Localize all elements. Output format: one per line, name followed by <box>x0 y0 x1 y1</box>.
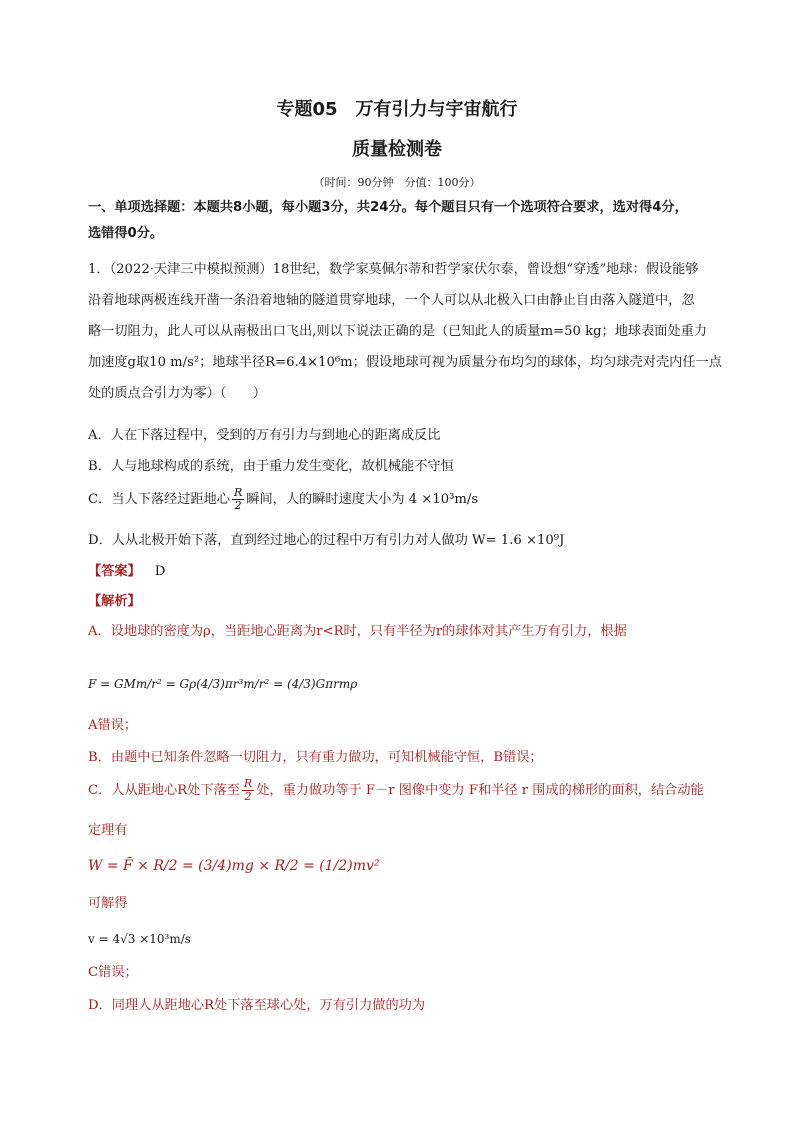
question-1-line5: 处的质点合引力为零）（ ） <box>88 386 267 401</box>
time-info: （时间：90分钟 分值：100分） <box>313 176 481 189</box>
analysis-a-text: A．设地球的密度为ρ，当距地心距离为r<R时，只有半径为r的球体对其产生万有引力，根据 <box>88 624 627 639</box>
formula-c: W = F̄ × R/2 = (3/4)mg × R/2 = (1/2)mv² <box>88 858 380 874</box>
question-1-line4: 加速度g取10 m/s²；地球半径R=6.4×10⁶m；假设地球可视为质量分布均匀的球体，均匀球壳对壳内任一点 <box>88 355 722 370</box>
option-c: C．当人下落经过距地心 $\frac{R}{2}$ 瞬间，人的瞬时速度大小为 4 ×10³m/s <box>88 486 479 512</box>
analysis-d-text: D．同理人从距地心R处下落至球心处，万有引力做的功为 <box>88 998 426 1013</box>
analysis-b-text: B．由题中已知条件忽略一切阻力，只有重力做功，可知机械能守恒，B错误； <box>88 750 543 765</box>
document-subtitle: 质量检测卷 <box>352 139 442 160</box>
option-d: D．人从北极开始下落，直到经过地心的过程中万有引力对人做功 W= 1.6 ×10⁹J <box>88 533 565 548</box>
section-heading-line1: 一、单项选择题：本题共8小题，每小题3分，共24分。每个题目只有一个选项符合要求，选对得4分， <box>88 200 688 215</box>
option-b: B．人与地球构成的系统，由于重力发生变化，故机械能不守恒 <box>88 459 454 474</box>
question-1-line1: 1．（2022·天津三中模拟预测）18世纪，数学家莫佩尔蒂和哲学家伏尔泰，曾设想“穿透”地球：假设能够 <box>88 262 699 277</box>
formula-v: v = 4√3 ×10³m/s <box>88 932 191 946</box>
formula-a: F = GMm/r² = Gρ(4/3)πr³m/r² = (4/3)Gπrmρ <box>88 677 358 691</box>
answer-row <box>88 564 165 580</box>
section-heading-line2: 选错得0分。 <box>88 226 164 241</box>
document-title: 专题05 万有引力与宇宙航行 <box>276 99 518 120</box>
analysis-c-line3: 可解得 <box>88 896 128 911</box>
analysis-label: 【解析】 <box>88 594 141 609</box>
answer-label: 【答案】 <box>88 564 141 579</box>
analysis-a-wrong: A错误； <box>88 718 138 733</box>
option-a: A．人在下落过程中，受到的万有引力与到地心的距离成反比 <box>88 428 441 443</box>
question-1-line2: 沿着地球两极连线开凿一条沿着地轴的隧道贯穿地球，一个人可以从北极入口由静止自由落入隧道中，忽 <box>88 293 695 308</box>
answer-value: D <box>154 564 166 579</box>
analysis-c-line1: C．人从距地心R处下落至 $\frac{R}{2}$ 处，重力做功等于 F－r 图像中变力 F和半径 r 围成的梯形的面积，结合动能 <box>88 777 704 803</box>
question-1-line3: 略一切阻力，此人可以从南极出口飞出,则以下说法正确的是（已知此人的质量m=50 kg；地球表面处重力 <box>88 324 708 339</box>
analysis-c-line2: 定理有 <box>88 823 128 838</box>
analysis-c-wrong: C错误； <box>88 965 138 980</box>
